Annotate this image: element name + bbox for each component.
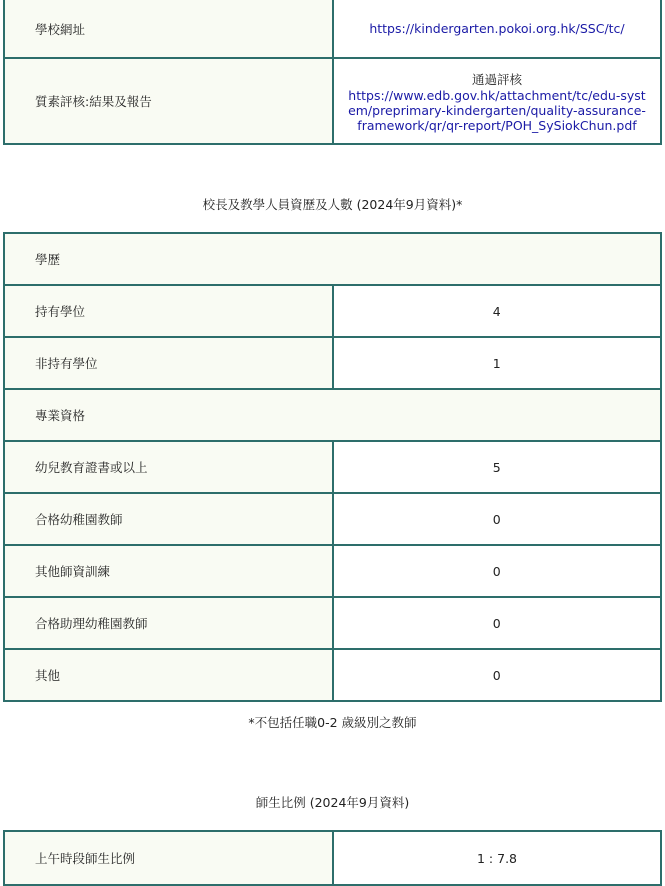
qkt-value: 0 — [333, 493, 662, 545]
table-row — [4, 285, 661, 337]
staff-qualification-table — [3, 232, 662, 702]
non-degree-label: 非持有學位 — [4, 337, 333, 389]
table-row — [4, 545, 661, 597]
others-value: 0 — [333, 649, 662, 701]
degree-value: 4 — [333, 285, 662, 337]
degree-label: 持有學位 — [4, 285, 333, 337]
professional-header: 專業資格 — [4, 389, 661, 441]
website-cell — [333, 0, 661, 58]
website-label: 學校網址 — [4, 0, 333, 58]
am-ratio-value: 1 : 7.8 — [333, 831, 661, 885]
staff-qualification-title: 校長及教學人員資歷及人數 (2024年9月資料)* — [202, 197, 463, 212]
qakt-value: 0 — [333, 597, 662, 649]
other-training-label: 其他師資訓練 — [4, 545, 333, 597]
ece-certificate-label: 幼兒教育證書或以上 — [4, 441, 333, 493]
website-link[interactable]: https://kindergarten.pokoi.org.hk/SSC/tc/ — [369, 21, 625, 36]
academic-header: 學歷 — [4, 233, 661, 285]
qkt-label: 合格幼稚園教師 — [4, 493, 333, 545]
academic-header-row — [4, 233, 661, 285]
table-row — [4, 441, 661, 493]
ratio-table — [3, 830, 662, 886]
staff-footnote: *不包括任職0-2 歲級別之教師 — [248, 715, 417, 730]
other-training-value: 0 — [333, 545, 662, 597]
teacher-student-ratio-title: 師生比例 (2024年9月資料) — [255, 795, 410, 810]
table-row — [4, 831, 661, 885]
qa-label: 質素評核:結果及報告 — [4, 58, 333, 144]
am-ratio-label: 上午時段師生比例 — [4, 831, 333, 885]
non-degree-value: 1 — [333, 337, 662, 389]
website-row — [4, 0, 661, 58]
table-row — [4, 649, 661, 701]
table-row — [4, 597, 661, 649]
school-info-table — [3, 0, 662, 145]
qakt-label: 合格助理幼稚園教師 — [4, 597, 333, 649]
qa-cell — [333, 58, 661, 144]
qa-row — [4, 58, 661, 144]
others-label: 其他 — [4, 649, 333, 701]
qa-report-link[interactable]: https://www.edb.gov.hk/attachment/tc/edu-system/preprimary-kindergarten/quality-assurance-framework/qr/qr-report/POH_SySiokChun.pdf — [348, 87, 646, 133]
table-row — [4, 493, 661, 545]
qa-status: 通過評核 — [471, 71, 522, 87]
table-row — [4, 337, 661, 389]
ece-certificate-value: 5 — [333, 441, 662, 493]
professional-header-row — [4, 389, 661, 441]
